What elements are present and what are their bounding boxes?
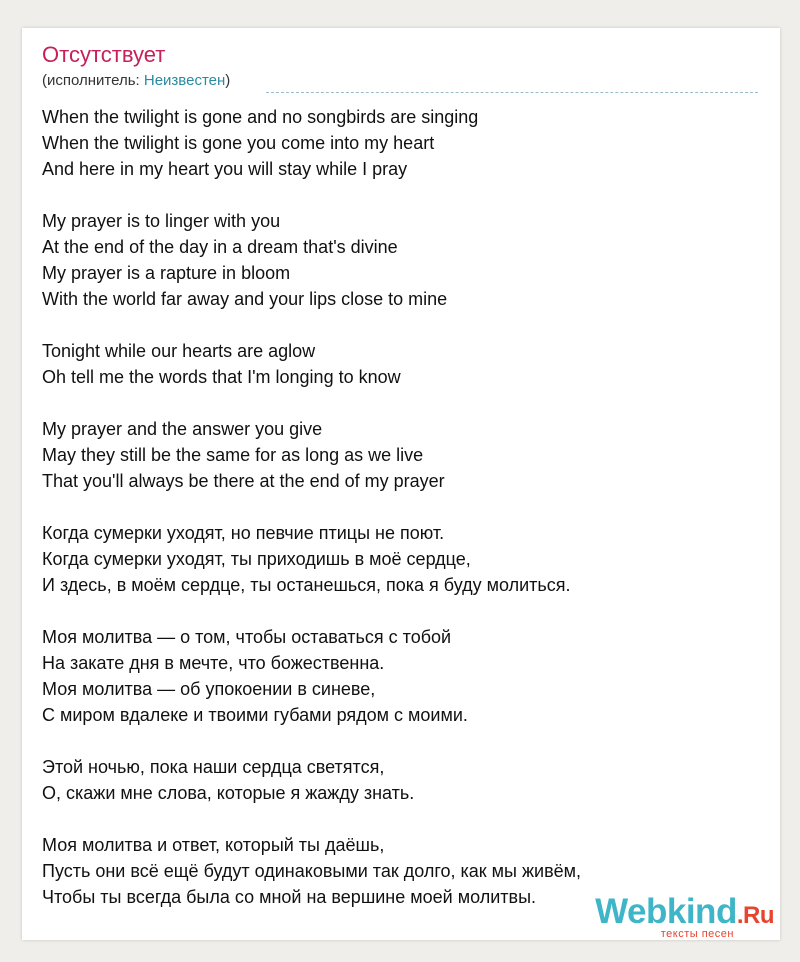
lyrics-line: Моя молитва — о том, чтобы оставаться с тобой [42,627,452,647]
lyrics-line: С миром вдалеке и твоими губами рядом с моими. [42,705,468,725]
lyrics-line: That you'll always be there at the end of my prayer [42,471,445,491]
artist-prefix: (исполнитель: [42,72,144,89]
song-title: Отсутствует [42,42,166,67]
lyrics-line: Этой ночью, пока наши сердца светятся, [42,757,385,777]
lyrics-line: Tonight while our hearts are aglow [42,341,316,361]
header-divider [266,92,758,93]
lyrics-stanza [42,624,762,728]
lyrics-stanza [42,754,762,806]
lyrics-line: И здесь, в моём сердце, ты останешься, пока я буду молиться. [42,575,571,595]
lyrics-stanza [42,416,762,494]
lyrics-line: Пусть они всё ещё будут одинаковыми так долго, как мы живём, [42,861,582,881]
lyrics-card [22,28,780,940]
lyrics-line: My prayer is a rapture in bloom [42,263,291,283]
webkind-logo[interactable] [595,894,774,940]
lyrics-stanza [42,104,762,182]
lyrics-line: Oh tell me the words that I'm longing to know [42,367,401,387]
lyrics-line: Чтобы ты всегда была со мной на вершине моей молитвы. [42,887,537,907]
lyrics-line: Когда сумерки уходят, но певчие птицы не поют. [42,523,445,543]
lyrics-line: When the twilight is gone you come into my heart [42,133,435,153]
lyrics-stanza [42,208,762,312]
lyrics-stanza [42,338,762,390]
lyrics-line: And here in my heart you will stay while I pray [42,159,408,179]
lyrics-line: Моя молитва и ответ, который ты даёшь, [42,835,385,855]
artist-link[interactable]: Неизвестен [143,72,226,89]
lyrics-line: Когда сумерки уходят, ты приходишь в моё сердце, [42,549,471,569]
lyrics-line: Моя молитва — об упокоении в синеве, [42,679,376,699]
logo-tld: .Ru [736,902,774,929]
lyrics-text [42,104,762,936]
lyrics-line: My prayer is to linger with you [42,211,281,231]
lyrics-line: At the end of the day in a dream that's divine [42,237,398,257]
lyrics-stanza [42,520,762,598]
lyrics-line: May they still be the same for as long as we live [42,445,424,465]
logo-brand: Webkind [595,892,737,931]
artist-line [42,72,230,89]
lyrics-line: When the twilight is gone and no songbirds are singing [42,107,479,127]
lyrics-line: With the world far away and your lips close to mine [42,289,448,309]
artist-suffix: ) [225,72,231,89]
lyrics-line: My prayer and the answer you give [42,419,323,439]
lyrics-line: О, скажи мне слова, которые я жажду знать. [42,783,415,803]
logo-tagline: тексты песен [660,928,734,940]
lyrics-line: На закате дня в мечте, что божественна. [42,653,385,673]
